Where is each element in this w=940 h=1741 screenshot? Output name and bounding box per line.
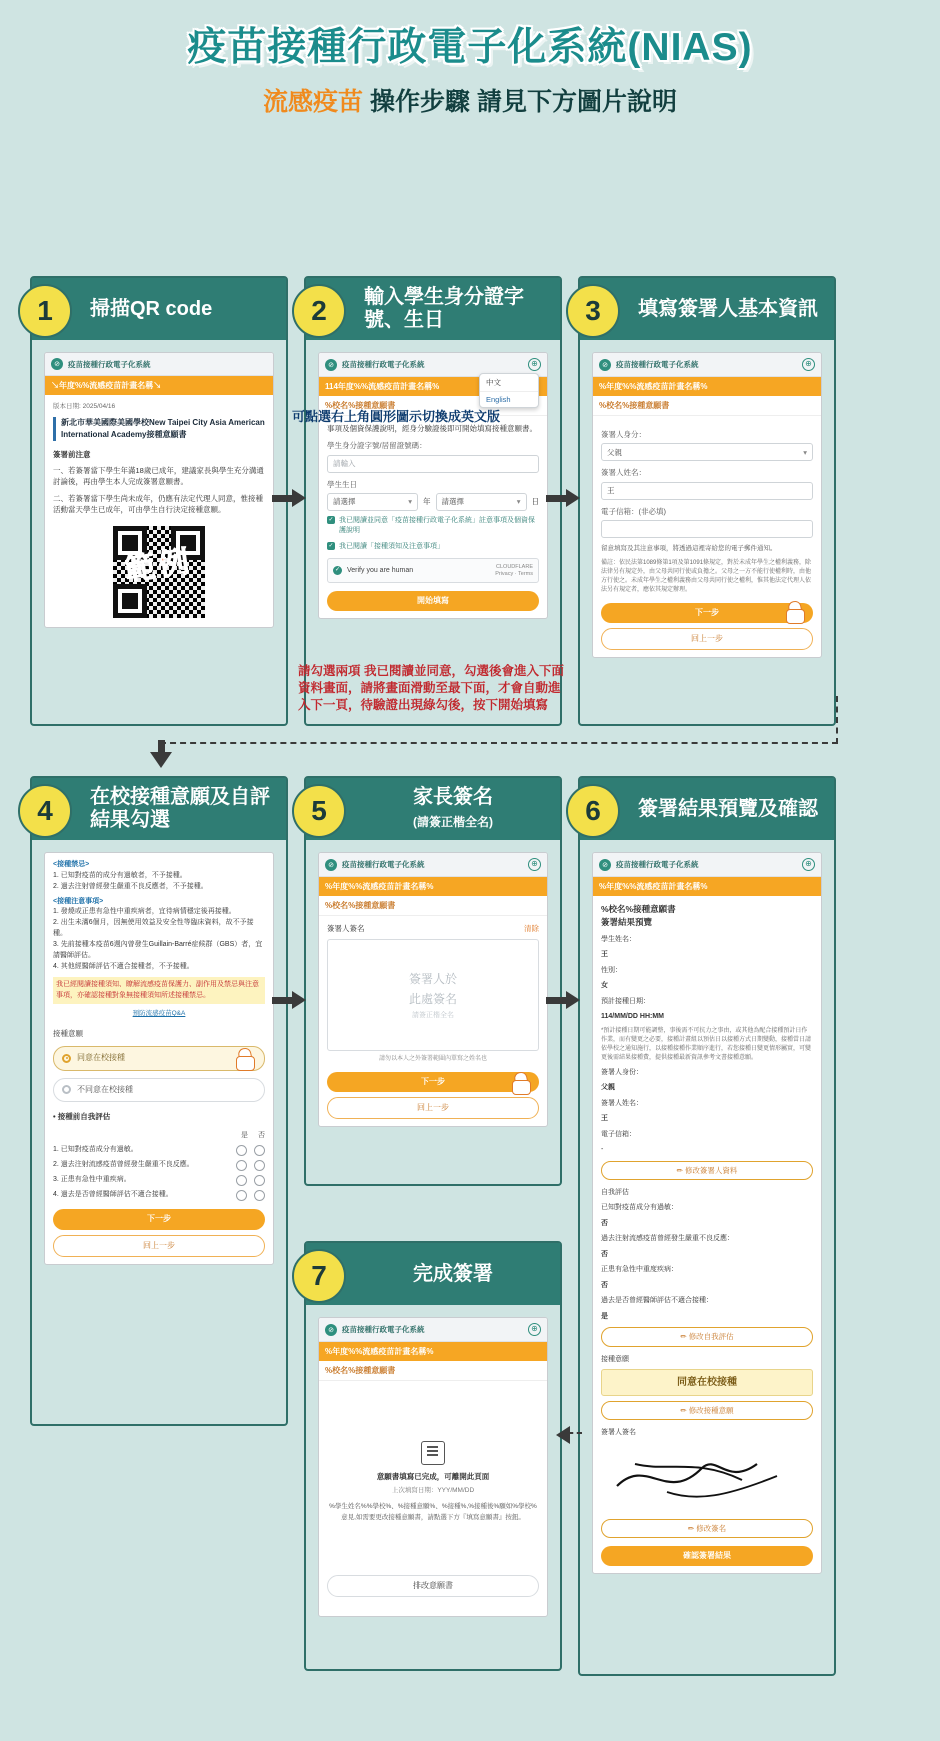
step-2-title: 輸入學生身分證字號、生日 <box>364 286 524 331</box>
assessment-row[interactable] <box>53 1160 265 1171</box>
signature-ink <box>607 1446 807 1512</box>
email-label: 電子信箱： <box>601 1130 636 1138</box>
globe-icon[interactable]: ⊕ <box>528 358 541 371</box>
done-message: 意願書填寫已完成，可離開此頁面 <box>376 1472 490 1481</box>
arrow-1-to-2 <box>272 489 306 507</box>
step-6-number: 6 <box>566 784 620 838</box>
student-name-label: 學生姓名： <box>601 935 636 943</box>
phone-mock-5 <box>318 852 548 1127</box>
caution-3: 3. 先前接種本疫苗6週內曾發生Guillain-Barré症候群（GBS）者，宜請醫師評估。 <box>53 940 263 959</box>
edit-assessment-button[interactable]: ✏ 修改自我評估 <box>601 1327 813 1346</box>
radio-icon <box>62 1085 71 1094</box>
assess-a4: 是 <box>601 1312 608 1320</box>
start-button[interactable]: 開始填寫 <box>327 591 539 611</box>
arrow-6-to-7 <box>556 1426 582 1444</box>
lang-option-en[interactable]: English <box>480 391 538 407</box>
signer-role-value: 父親 <box>601 1084 615 1091</box>
step-1-header <box>32 278 286 340</box>
agree-checkbox-2[interactable] <box>327 542 539 553</box>
phone-6-content <box>593 896 821 1573</box>
gender-value: 女 <box>601 982 608 989</box>
caution-1: 1. 發燒或正患有急性中重疾病者，宜待病情穩定後再接種。 <box>53 908 236 916</box>
gender-label: 性別： <box>601 966 622 974</box>
agree-text-2: 我已閱讀「接種須知及注意事項」 <box>339 542 444 550</box>
step-2-body <box>306 340 560 631</box>
step-7-body <box>306 1305 560 1629</box>
globe-icon[interactable]: ⊕ <box>802 858 815 871</box>
phone-7-topbar <box>319 1318 547 1342</box>
email-label: 電子信箱：(非必填) <box>601 506 666 516</box>
step-card-7 <box>304 1241 562 1671</box>
check-icon: ✓ <box>334 567 341 574</box>
globe-icon[interactable]: ⊕ <box>802 358 815 371</box>
arrow-4-to-5 <box>272 991 306 1009</box>
phone-2-band: 114年度%%流感疫苗計畫名稱% <box>319 377 547 396</box>
step-6-title: 簽署結果預覽及確認 <box>638 797 818 820</box>
globe-icon[interactable]: ⊕ <box>528 858 541 871</box>
contraindication-2: 2. 過去注射曾經發生嚴重不良反應者，不予接種。 <box>53 882 208 890</box>
step-card-2 <box>304 276 562 726</box>
step-3-number: 3 <box>566 284 620 338</box>
signature-preview <box>601 1444 813 1514</box>
phone-1-school: 新北市華美國際美國學校New Taipei City Asia American International Academy接種意願書 <box>53 417 265 441</box>
signer-role-label: 簽署人身份： <box>601 1068 643 1076</box>
back-button[interactable]: 回上一步 <box>53 1235 265 1257</box>
student-name-value: 王 <box>601 951 608 958</box>
language-menu[interactable] <box>479 373 539 408</box>
phone-3-band: %年度%%流感疫苗計畫名稱% <box>593 377 821 396</box>
step-2-number: 2 <box>292 284 346 338</box>
phone-4-content <box>45 853 273 1264</box>
document-check-icon <box>421 1441 445 1465</box>
assess-q2: 過去注射流感疫苗曾經發生嚴重不良反應： <box>601 1235 734 1243</box>
step-6-header <box>580 778 834 840</box>
signer-name-value: 王 <box>601 1115 608 1122</box>
willingness-label: 接種意願 <box>601 1355 629 1363</box>
phone-2-brand: 疫苗接種行政電子化系統 <box>342 360 425 369</box>
phone-5-content <box>319 916 547 1126</box>
read-confirmation-highlight: 我已經閱讀接種須知、瞭解流感疫苗保護力、副作用及禁忌與注意事項，亦確認接種對象無接種須知所述接種禁忌。 <box>53 977 265 1004</box>
step-card-3 <box>578 276 836 726</box>
step-5-title-main: 家長簽名 <box>413 786 493 808</box>
phone-3-brand: 疫苗接種行政電子化系統 <box>616 360 699 369</box>
birth-month-select[interactable]: 請選擇 ▾ <box>436 493 527 511</box>
signer-name-input[interactable]: 王 <box>601 482 813 500</box>
back-button[interactable]: 回上一步 <box>327 1097 539 1119</box>
step-7-title: 完成簽署 <box>413 1262 493 1285</box>
app-logo-icon: ⊘ <box>325 859 337 871</box>
step-5-number: 5 <box>292 784 346 838</box>
email-hint: 留意填寫及其注意事項，將透過這裡寄給您的電子郵件通知。 <box>601 544 777 552</box>
last-updated: 上次填寫日期：YYY/MM/DD <box>391 1487 475 1494</box>
step-3-header <box>580 278 834 340</box>
step-5-body <box>306 840 560 1139</box>
date-value: 114/MM/DD HH:MM <box>601 1013 665 1020</box>
phone-1-notice-title: 簽署前注意 <box>53 449 91 459</box>
connector-v-right <box>836 696 838 744</box>
step-3-body <box>580 340 834 670</box>
phone-2-id-label: 學生身分證字號/居留證號碼： <box>327 441 427 451</box>
step-4-header <box>32 778 286 840</box>
signer-name-label: 簽署人姓名： <box>601 1099 643 1107</box>
edit-willingness-label: 修改接種意願 <box>688 1406 734 1415</box>
app-logo-icon: ⊘ <box>325 1324 337 1336</box>
signer-role-label: 簽署人身分： <box>601 430 646 439</box>
phone-5-topbar <box>319 853 547 877</box>
self-assessment-title: • 接種前自我評估 <box>53 1111 111 1121</box>
phone-6-brand: 疫苗接種行政電子化系統 <box>616 860 699 869</box>
assessment-row[interactable] <box>53 1190 265 1201</box>
radio-icon <box>62 1054 71 1063</box>
birth-year-select[interactable]: 請選擇 ▾ <box>327 493 418 511</box>
phone-mock-7 <box>318 1317 548 1617</box>
phone-1-band: ↘年度%%流感疫苗計畫名稱↘ <box>45 376 273 395</box>
radio-icon[interactable] <box>254 1175 265 1186</box>
legal-note: 備註：依民法第1089條第1項及第1091條規定，對於未成年學生之權利義務，除法律另有規定外，由父母共同行使或負擔之。父母之一方不能行使權利時，由他方行使之。未成年學生之權利義務由父母共同行使之權利，惟其他法定代理人依法另有規定者，應依其規定辦理。 <box>601 559 812 593</box>
arrow-down-to-4 <box>150 740 172 770</box>
radio-icon[interactable] <box>236 1160 247 1171</box>
willingness-value: 同意在校接種 <box>601 1369 813 1396</box>
app-logo-icon: ⊘ <box>325 359 337 371</box>
phone-1-brand: 疫苗接種行政電子化系統 <box>68 359 151 369</box>
birth-row <box>327 493 539 511</box>
hand-cursor-icon <box>785 599 807 625</box>
self-assessment-title: 自我評估 <box>601 1188 629 1196</box>
caution-2: 2. 出生未滿6個月，因無使用效益及安全性等臨床資料，故不予接種。 <box>53 919 254 938</box>
phone-mock-4 <box>44 852 274 1265</box>
app-logo-icon: ⊘ <box>599 359 611 371</box>
next-button[interactable]: 下一步 <box>327 1072 539 1092</box>
next-button[interactable]: 下一步 <box>601 603 813 623</box>
col-yes: 是 <box>241 1131 248 1139</box>
assess-a2: 否 <box>601 1250 608 1258</box>
step-card-5 <box>304 776 562 1186</box>
phone-1-topbar <box>45 353 273 376</box>
step-card-4 <box>30 776 288 1426</box>
edit-signature-label: 修改簽名 <box>696 1523 727 1533</box>
step-card-1 <box>30 276 288 726</box>
willingness-label: 接種意願 <box>53 1028 83 1038</box>
edit-signature-button[interactable]: ✏ 修改簽名 <box>601 1519 813 1538</box>
email-value: - <box>601 1146 604 1153</box>
subtitle-highlight: 流感疫苗 <box>263 88 364 116</box>
signature-hint <box>409 969 457 1022</box>
caution-4: 4. 其他經醫師評估不適合接種者，不予接種。 <box>53 962 194 970</box>
radio-icon[interactable] <box>236 1145 247 1156</box>
edit-signer-label: 修改簽署人資料 <box>684 1165 738 1175</box>
phone-5-band2: %校名%接種意願書 <box>319 896 547 916</box>
assessment-q2: 2. 過去注射流感疫苗曾經發生嚴重不良反應。 <box>53 1161 194 1169</box>
assess-a3: 否 <box>601 1281 608 1289</box>
col-no: 否 <box>258 1131 265 1139</box>
edit-signer-button[interactable]: ✏ 修改簽署人資料 <box>601 1161 813 1180</box>
step-4-title: 在校接種意願及自評結果勾選 <box>90 786 270 831</box>
checkbox-icon: ✓ <box>328 542 334 549</box>
step-5-title <box>413 786 493 832</box>
preview-title-1: %校名%接種意願書 <box>601 904 676 914</box>
phone-1-notice-2: 二、若簽署當下學生尚未成年，仍應有法定代理人同意，惟接種活動當天學生已成年，可由學生自行決定接種意願。 <box>53 493 263 514</box>
phone-1-content <box>45 395 273 627</box>
captcha-brand <box>495 564 533 577</box>
lang-option-zh[interactable]: 中文 <box>486 378 501 387</box>
phone-2-content <box>319 416 547 618</box>
date-label: 預計接種日期： <box>601 997 650 1005</box>
radio-icon[interactable] <box>236 1175 247 1186</box>
signer-role-select[interactable]: 父親 ▾ <box>601 443 813 461</box>
step-4-number: 4 <box>18 784 72 838</box>
assess-q4: 過去是否曾經醫師評估不適合接種： <box>601 1297 713 1305</box>
caution-title: <接種注意事項> <box>53 897 104 905</box>
app-logo-icon: ⊘ <box>51 358 63 370</box>
phone-7-band: %年度%%流感疫苗計畫名稱% <box>319 1342 547 1361</box>
sample-stamp: 範例 <box>123 544 195 588</box>
phone-2-birth-label: 學生生日 <box>327 479 357 489</box>
assess-q1: 已知對疫苗成分有過敏： <box>601 1204 678 1212</box>
phone-6-topbar <box>593 853 821 877</box>
phone-2-band2: %校名%接種意願書 <box>319 396 547 416</box>
signer-name-label: 簽署人姓名： <box>601 468 646 478</box>
arrow-5-to-6 <box>546 991 580 1009</box>
sign-row <box>327 923 539 934</box>
step-1-title: 掃描QR code <box>90 297 213 320</box>
connector-h <box>160 742 838 744</box>
edit-assessment-label: 修改自我評估 <box>688 1332 734 1342</box>
hand-cursor-icon <box>235 1046 257 1072</box>
radio-icon[interactable] <box>236 1190 247 1201</box>
step-card-6 <box>578 776 836 1676</box>
captcha-brand-name: CLOUDFLARE <box>496 564 533 571</box>
globe-icon[interactable]: ⊕ <box>528 1323 541 1336</box>
clear-button[interactable]: 清除 <box>524 924 539 933</box>
step-1-number: 1 <box>18 284 72 338</box>
phone-7-content <box>319 1381 547 1604</box>
callout-step2-bottom: 請勾選兩項 我已閱讀並同意，勾選後會進入下面資料畫面，請將畫面滑動至最下面，才會自動進入下一頁，待驗證出現綠勾後，按下開始填寫 <box>298 664 564 712</box>
phone-1-notice-1: 一、若簽署當下學生年滿18歲已成年，建議家長與學生充分溝通討論後，再由學生本人完成簽署意願書。 <box>53 466 264 487</box>
option-disagree-label: 不同意在校接種 <box>77 1084 133 1094</box>
assess-a1: 否 <box>601 1219 608 1227</box>
arrow-2-to-3 <box>546 489 580 507</box>
option-disagree-school[interactable] <box>53 1078 265 1102</box>
phone-3-band2: %校名%接種意願書 <box>593 396 821 416</box>
phone-mock-6 <box>592 852 822 1574</box>
phone-3-content <box>593 416 821 657</box>
contraindication-title: <接種禁忌> <box>53 861 90 868</box>
page-header <box>0 0 940 118</box>
contraindication-1: 1. 已知對疫苗的成分有過敏者，不予接種。 <box>53 871 187 879</box>
signature-label: 簽署人簽名 <box>601 1429 636 1437</box>
assessment-q1: 1. 已知對疫苗成分有過敏。 <box>53 1146 138 1154</box>
captcha-label: Verify you are human <box>347 566 414 574</box>
assessment-q4: 4. 過去是否曾經醫師評估不適合接種。 <box>53 1191 173 1199</box>
option-agree-label: 同意在校接種 <box>77 1053 125 1063</box>
student-id-input[interactable]: 請輸入 <box>327 455 539 473</box>
step-3-title: 填寫簽署人基本資訊 <box>638 297 818 320</box>
qr-code-area <box>53 520 265 620</box>
page-subtitle <box>0 82 940 118</box>
back-button[interactable]: 回上一步 <box>601 628 813 650</box>
phone-7-band2: %校名%接種意願書 <box>319 1361 547 1381</box>
page-title: 疫苗接種行政電子化系統(NIAS) <box>187 26 753 69</box>
captcha-brand-sub: Privacy · Terms <box>495 570 533 577</box>
callout-language: 可點選右上角圓形圖示切換成英文版 <box>292 409 501 424</box>
hand-cursor-icon <box>511 1070 533 1096</box>
checkbox-icon: ✓ <box>328 516 334 523</box>
phone-6-band: %年度%%流感疫苗計畫名稱% <box>593 877 821 896</box>
captcha-widget[interactable] <box>327 558 539 583</box>
option-agree-school[interactable] <box>53 1046 265 1070</box>
assessment-columns <box>53 1131 265 1142</box>
preview-title-2: 簽署結果預覽 <box>601 916 653 927</box>
edit-form-button[interactable]: 排改意願書 <box>327 1575 539 1597</box>
done-note: %學生姓名%%學校%、%接種意願%、%接種%,%接種後%願如%學校%意見,如需要更改接種意願書，請點選下方『填寫意願書』按鈕。 <box>329 1503 537 1521</box>
date-note: *預計接種日期可能調整，事後需不可抗力之事由，或其他為配合接種預計日作作業，而有變更之必要，接種計畫組以預估日以接種方式日期變動，接種當日請依學校之通知施行，以接種接種作業順序進行，若您接種日變更情形屬實，可變更後需結果接種費，提供接種最新資訊參考文書接種意願。 <box>601 1027 812 1061</box>
phone-2-intro: 事項及個資保護說明，經身分驗證後即可開始填寫接種意願書。 <box>327 424 537 433</box>
app-logo-icon: ⊘ <box>599 859 611 871</box>
phone-mock-3 <box>592 352 822 658</box>
step-7-number: 7 <box>292 1249 346 1303</box>
phone-5-brand: 疫苗接種行政電子化系統 <box>342 860 425 869</box>
subtitle-rest: 操作步驟 請見下方圖片說明 <box>363 88 677 116</box>
edit-willingness-button[interactable]: ✏ 修改接種意願 <box>601 1401 813 1420</box>
radio-icon[interactable] <box>254 1160 265 1171</box>
radio-icon[interactable] <box>254 1145 265 1156</box>
step-5-header <box>306 778 560 840</box>
phone-mock-2 <box>318 352 548 619</box>
phone-5-band: %年度%%流感疫苗計畫名稱% <box>319 877 547 896</box>
assess-q3: 正患有急性中重度疾病： <box>601 1266 678 1274</box>
assessment-row[interactable] <box>53 1145 265 1156</box>
step-4-body <box>32 840 286 1277</box>
year-unit: 年 <box>423 497 431 507</box>
step-6-body <box>580 840 834 1586</box>
canvas-line-1: 簽署人於 <box>408 971 457 986</box>
phone-7-brand: 疫苗接種行政電子化系統 <box>342 1325 425 1334</box>
assessment-row[interactable] <box>53 1175 265 1186</box>
phone-mock-1 <box>44 352 274 628</box>
confirm-button[interactable]: 確認簽署結果 <box>601 1546 813 1566</box>
signature-canvas[interactable] <box>327 939 539 1051</box>
phone-1-date: 版本日期: 2025/04/16 <box>53 403 116 410</box>
signature-note: 請勿以本人之外簽署範圍內單寫之姓名也 <box>378 1056 487 1063</box>
day-unit: 日 <box>531 497 539 507</box>
phone-3-topbar <box>593 353 821 377</box>
sign-label: 簽署人簽名 <box>327 924 365 933</box>
canvas-line-3: 請簽正楷全名 <box>411 1011 454 1019</box>
canvas-line-2: 此處簽名 <box>408 992 457 1007</box>
step-5-title-sub: (請簽正楷全名) <box>413 815 493 829</box>
step-2-header <box>306 278 560 340</box>
assessment-q3: 3. 正患有急性中重疾病。 <box>53 1176 131 1184</box>
qa-link[interactable]: 預防流感疫苗Q&A <box>132 1010 186 1018</box>
radio-icon[interactable] <box>254 1190 265 1201</box>
next-button[interactable]: 下一步 <box>53 1209 265 1229</box>
agree-text-1: 我已閱讀並同意「疫苗接種行政電子化系統」註意事項及個資保護說明 <box>339 516 535 535</box>
email-input[interactable] <box>601 520 813 538</box>
step-1-body <box>32 340 286 640</box>
step-7-header <box>306 1243 560 1305</box>
agree-checkbox-1[interactable] <box>327 516 539 537</box>
